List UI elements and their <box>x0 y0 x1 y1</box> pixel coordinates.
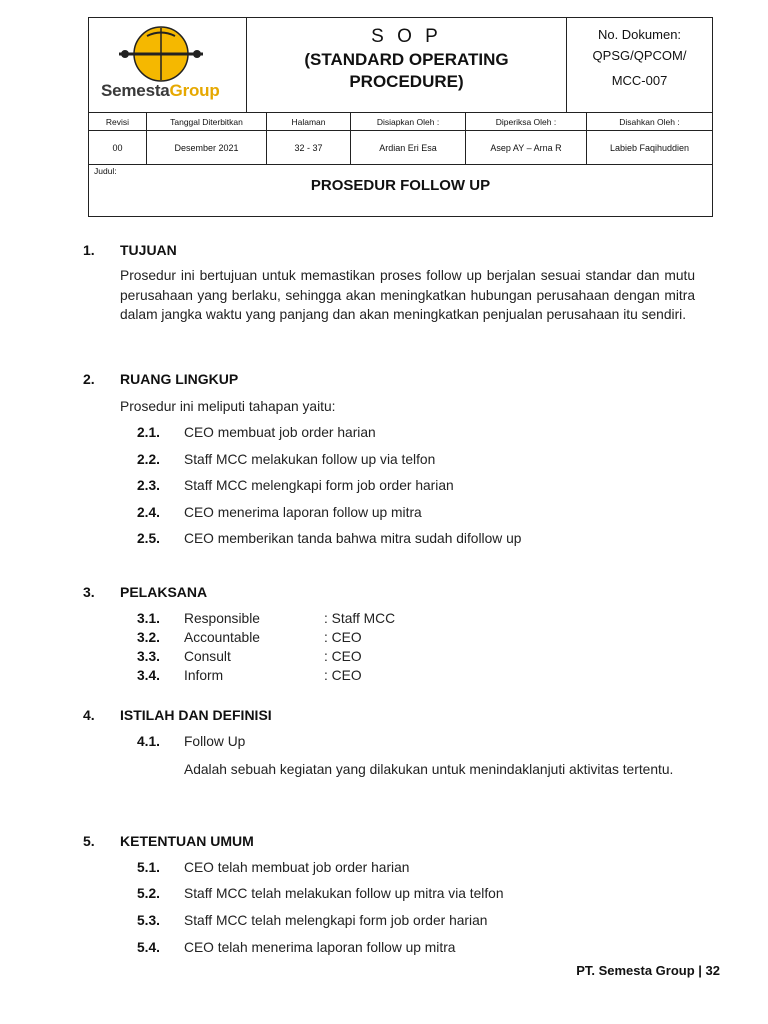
val-disiapkan: Ardian Eri Esa <box>351 131 466 164</box>
judul-row <box>89 165 712 217</box>
section-number: 1. <box>83 242 95 258</box>
section-1-text: Prosedur ini bertujuan untuk memastikan proses follow up berjalan sesuai standar dan mutu perusahaan yang berlaku, sehingga akan meningkatkan hubungan perusahaan dengan mitra dalam jangka waktu yang panjang dan akan meningkatkan penjualan perusahaan itu sendiri. <box>120 268 695 322</box>
header-top-row <box>89 18 712 113</box>
section-title: ISTILAH DAN DEFINISI <box>120 707 272 723</box>
definition-text: Adalah sebuah kegiatan yang dilakukan untuk menindaklanjuti aktivitas tertentu. <box>184 762 674 777</box>
header-column-labels <box>89 113 712 131</box>
document-header-table <box>88 17 713 217</box>
section-title: KETENTUAN UMUM <box>120 833 254 849</box>
logo-text: SemestaGroup <box>101 81 220 100</box>
judul-label: Judul: <box>94 166 117 176</box>
section-number: 4. <box>83 707 95 723</box>
header-column-values <box>89 131 712 165</box>
document-number-cell <box>567 18 712 113</box>
section-number: 2. <box>83 371 95 387</box>
section-number: 5. <box>83 833 95 849</box>
doc-number-code-2: MCC-007 <box>611 73 668 88</box>
sop-title: S O P <box>371 26 442 47</box>
section-title: TUJUAN <box>120 242 177 258</box>
col-disahkan: Disahkan Oleh : <box>619 116 680 127</box>
col-disiapkan: Disiapkan Oleh : <box>351 113 466 130</box>
logo-cell <box>89 18 247 113</box>
section-title: RUANG LINGKUP <box>120 371 239 387</box>
val-disahkan: Labieb Faqihuddien <box>609 142 690 153</box>
col-tanggal: Tanggal Diterbitkan <box>147 113 267 130</box>
semesta-group-logo-icon <box>89 24 247 84</box>
title-cell <box>247 18 567 113</box>
doc-number-code-1: QPSG/QPCOM/ <box>592 48 687 63</box>
doc-number-label: No. Dokumen: <box>597 27 682 42</box>
section-2-intro: Prosedur ini meliputi tahapan yaitu: <box>120 399 336 414</box>
page-footer: PT. Semesta Group | 32 <box>576 963 720 978</box>
val-revisi: 00 <box>89 131 147 164</box>
val-tanggal: Desember 2021 <box>147 131 267 164</box>
val-halaman: 32 - 37 <box>267 131 351 164</box>
sop-subtitle-line1: (STANDARD OPERATING <box>304 50 509 69</box>
document-title: PROSEDUR FOLLOW UP <box>310 177 491 194</box>
section-number: 3. <box>83 584 95 600</box>
val-diperiksa: Asep AY – Arna R <box>466 131 587 164</box>
sop-subtitle-line2: PROCEDURE) <box>349 72 464 91</box>
col-diperiksa: Diperiksa Oleh : <box>466 113 587 130</box>
col-revisi: Revisi <box>89 113 147 130</box>
col-halaman: Halaman <box>267 113 351 130</box>
section-title: PELAKSANA <box>120 584 208 600</box>
